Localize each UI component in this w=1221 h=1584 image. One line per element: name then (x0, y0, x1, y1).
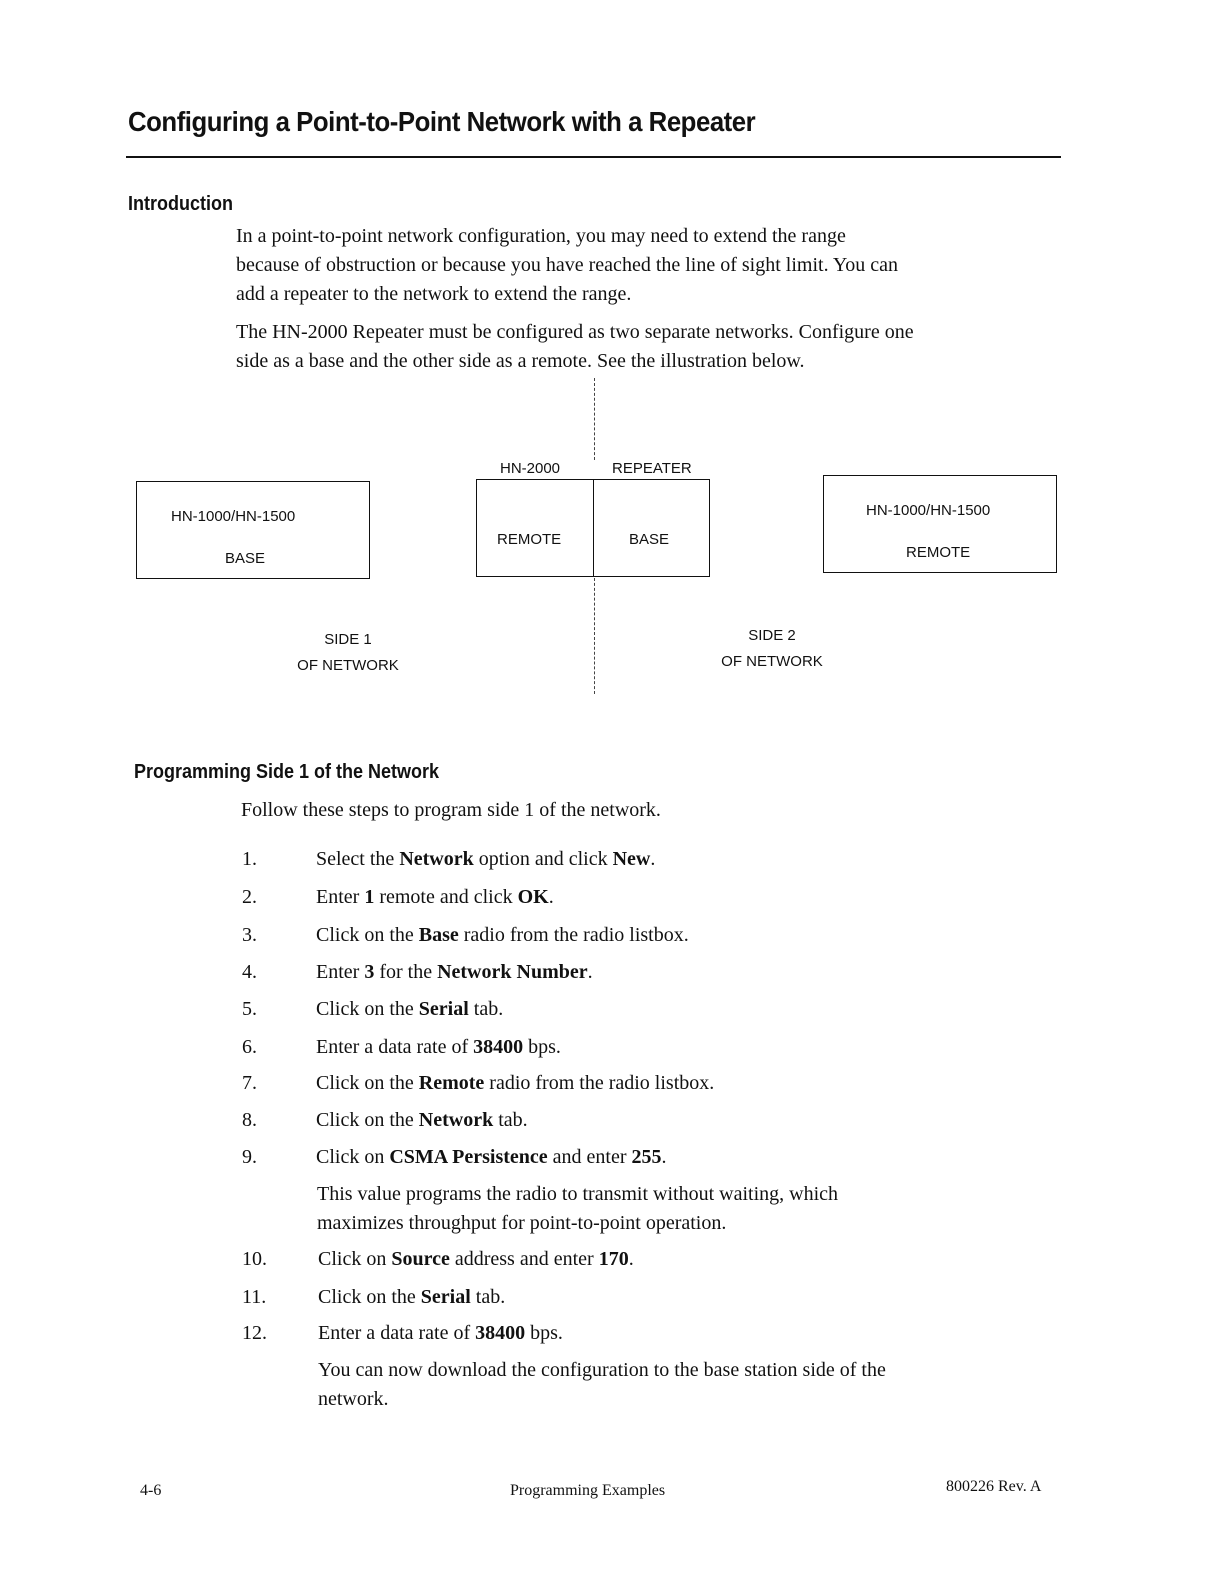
repeater-box (476, 479, 710, 577)
footer-page-number: 4-6 (140, 1482, 162, 1499)
step-text (318, 1248, 634, 1271)
step-number: 3. (242, 924, 257, 946)
footer-section: Programming Examples (510, 1482, 666, 1499)
text-line: In a point-to-point network configuration, you may need to extend the range (236, 225, 846, 247)
left-device-model: HN-1000/HN-1500 (171, 508, 296, 525)
step-text (318, 1322, 563, 1345)
step-fragment: Enter (316, 886, 365, 908)
step-fragment: . (548, 886, 554, 908)
side-2-line-2: OF NETWORK (721, 653, 823, 670)
step-text (316, 1109, 528, 1132)
step-keyword: 38400 (475, 1322, 526, 1344)
text-line: side as a base and the other side as a remote. See the illustration below. (236, 350, 805, 372)
step-fragment: tab. (468, 998, 504, 1020)
step-number: 1. (242, 848, 257, 870)
step-keyword: 38400 (473, 1036, 524, 1058)
step-fragment: remote and click (374, 886, 518, 908)
side-1-line-1: SIDE 1 (324, 631, 372, 648)
step-keyword: OK (517, 886, 549, 908)
step-fragment: Select the (316, 848, 400, 870)
text-line: You can now download the configuration to the base station side of the (318, 1359, 886, 1381)
step-keyword: Serial (420, 1286, 471, 1308)
step-9-note (317, 1180, 1077, 1238)
right-device-role: REMOTE (906, 544, 971, 561)
step-text (316, 1036, 561, 1059)
text-line: network. (318, 1388, 389, 1410)
side-1-label (292, 627, 404, 679)
step-fragment: bps. (523, 1036, 561, 1058)
introduction-heading: Introduction (128, 193, 233, 215)
step-number: 9. (242, 1146, 257, 1168)
step-keyword: Serial (418, 998, 469, 1020)
step-fragment: option and click (473, 848, 613, 870)
introduction-paragraph-1 (236, 222, 1076, 309)
left-device-box (136, 481, 370, 579)
step-fragment: address and enter (449, 1248, 599, 1270)
step-text (318, 1286, 505, 1309)
step-number: 7. (242, 1072, 257, 1094)
step-keyword: 3 (364, 961, 375, 983)
side-2-line-1: SIDE 2 (748, 627, 796, 644)
step-12-note (318, 1356, 1078, 1414)
step-number: 2. (242, 886, 257, 908)
step-fragment: tab. (470, 1286, 506, 1308)
step-text (316, 1146, 667, 1169)
step-keyword: Network (418, 1109, 494, 1131)
step-keyword: 1 (364, 886, 375, 908)
page-title: Configuring a Point-to-Point Network with a Repeater (128, 106, 756, 137)
step-fragment: Enter a data rate of (316, 1036, 474, 1058)
step-fragment: Click on (316, 1146, 390, 1168)
divider-dashed-lower (594, 578, 595, 694)
programming-heading: Programming Side 1 of the Network (134, 761, 440, 783)
step-keyword: 170 (598, 1248, 629, 1270)
step-fragment: tab. (493, 1109, 528, 1131)
step-text (316, 961, 593, 984)
step-number: 4. (242, 961, 257, 983)
step-number: 11. (242, 1286, 267, 1308)
side-1-line-2: OF NETWORK (297, 657, 399, 674)
step-text (316, 886, 554, 909)
repeater-model-label: HN-2000 (500, 460, 561, 477)
divider-dashed-upper (594, 378, 595, 460)
step-text (316, 924, 689, 947)
step-text (316, 998, 503, 1021)
introduction-paragraph-2 (236, 318, 1076, 376)
text-line: This value programs the radio to transmit without waiting, which (317, 1183, 839, 1205)
step-fragment: Click on (318, 1248, 392, 1270)
step-fragment: . (650, 848, 656, 870)
text-line: The HN-2000 Repeater must be configured as two separate networks. Configure one (236, 321, 914, 343)
step-fragment: Click on the (316, 998, 419, 1020)
repeater-divider (593, 480, 594, 576)
step-keyword: New (612, 848, 651, 870)
step-number: 6. (242, 1036, 257, 1058)
text-line: add a repeater to the network to extend the range. (236, 283, 632, 305)
step-keyword: Remote (418, 1072, 485, 1094)
right-device-box (823, 475, 1057, 573)
step-fragment: Enter (316, 961, 365, 983)
step-text (316, 848, 655, 871)
text-line: because of obstruction or because you have reached the line of sight limit. You can (236, 254, 899, 276)
step-fragment: and enter (547, 1146, 632, 1168)
step-fragment: Enter a data rate of (318, 1322, 476, 1344)
step-keyword: Base (418, 924, 459, 946)
step-fragment: Click on the (316, 924, 419, 946)
step-fragment: radio from the radio listbox. (484, 1072, 715, 1094)
repeater-type-label: REPEATER (612, 460, 692, 477)
right-device-model: HN-1000/HN-1500 (866, 502, 991, 519)
step-number: 5. (242, 998, 257, 1020)
repeater-right-role: BASE (629, 531, 670, 548)
step-number: 10. (242, 1248, 267, 1270)
step-fragment: . (661, 1146, 667, 1168)
step-keyword: Source (391, 1248, 450, 1270)
step-keyword: CSMA Persistence (389, 1146, 548, 1168)
repeater-left-role: REMOTE (497, 531, 562, 548)
step-keyword: Network Number (437, 961, 588, 983)
step-keyword: 255 (631, 1146, 662, 1168)
text-line: maximizes throughput for point-to-point operation. (317, 1212, 727, 1234)
step-fragment: Click on the (318, 1286, 421, 1308)
step-fragment: . (587, 961, 593, 983)
side-2-label (716, 623, 828, 675)
step-fragment: radio from the radio listbox. (458, 924, 689, 946)
step-number: 12. (242, 1322, 267, 1344)
step-fragment: bps. (525, 1322, 563, 1344)
step-fragment: . (628, 1248, 634, 1270)
step-number: 8. (242, 1109, 257, 1131)
step-fragment: for the (374, 961, 438, 983)
step-text (316, 1072, 714, 1095)
step-fragment: Click on the (316, 1072, 419, 1094)
step-fragment: Click on the (316, 1109, 419, 1131)
step-keyword: Network (399, 848, 474, 870)
programming-intro: Follow these steps to program side 1 of the network. (241, 799, 661, 821)
footer-doc-id: 800226 Rev. A (946, 1478, 1042, 1495)
title-rule (126, 156, 1061, 158)
left-device-role: BASE (225, 550, 266, 567)
